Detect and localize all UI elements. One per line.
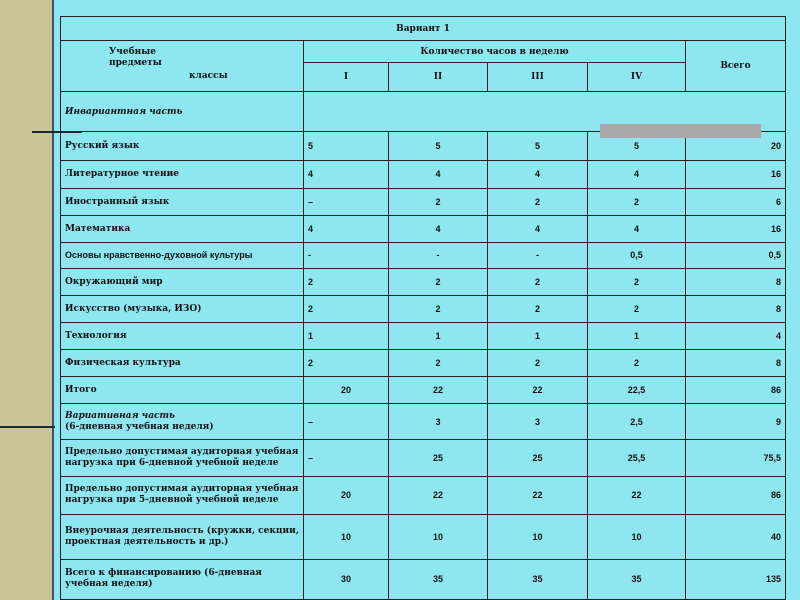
subject-name xyxy=(61,514,304,559)
subject-name: Технология xyxy=(61,322,304,349)
header-total: Всего xyxy=(686,41,786,92)
subject-name: Иностранный язык xyxy=(61,188,304,215)
grade-4-hours: 4 xyxy=(588,161,686,188)
grade-2-hours: 35 xyxy=(389,559,488,599)
grade-4-hours: 2 xyxy=(588,268,686,295)
subject-name-line2: нагрузка при 6-дневной учебной неделе xyxy=(65,458,279,469)
grade-2-hours: 4 xyxy=(389,215,488,242)
total-hours: 40 xyxy=(686,514,786,559)
header-subjects-line2: предметы xyxy=(109,58,162,69)
subject-name-line1: Вариативная часть xyxy=(65,410,175,421)
grade-3-hours: 25 xyxy=(488,440,588,477)
table-row xyxy=(61,188,786,215)
subject-name: Русский язык xyxy=(61,132,304,161)
total-hours: 86 xyxy=(686,377,786,404)
left-decor-edge xyxy=(52,0,54,600)
grade-1-hours: 10 xyxy=(304,514,389,559)
total-hours: 16 xyxy=(686,161,786,188)
grade-2-hours: 3 xyxy=(389,404,488,440)
grade-1-hours: 2 xyxy=(304,268,389,295)
table-row xyxy=(61,215,786,242)
gray-highlight-bar xyxy=(600,124,761,138)
total-hours: 4 xyxy=(686,322,786,349)
grade-3-hours: 3 xyxy=(488,404,588,440)
grade-4-hours: 1 xyxy=(588,322,686,349)
grade-3-hours: - xyxy=(488,242,588,268)
subject-name: Итого xyxy=(61,377,304,404)
total-hours: 135 xyxy=(686,559,786,599)
subject-name-line1: Предельно допустимая аудиторная учебная xyxy=(65,447,299,458)
table-row xyxy=(61,440,786,477)
grade-3-hours: 4 xyxy=(488,161,588,188)
grade-2-hours: 2 xyxy=(389,295,488,322)
grade-3-hours: 1 xyxy=(488,322,588,349)
table-row xyxy=(61,242,786,268)
grade-3-hours: 2 xyxy=(488,188,588,215)
header-grade-4: IV xyxy=(588,63,686,92)
total-hours: 16 xyxy=(686,215,786,242)
grade-2-hours: - xyxy=(389,242,488,268)
total-hours: 20 xyxy=(686,132,786,161)
subject-name xyxy=(61,440,304,477)
grade-4-hours: 25,5 xyxy=(588,440,686,477)
left-decor-panel xyxy=(0,0,52,600)
grade-1-hours: 2 xyxy=(304,295,389,322)
grade-4-hours: 5 xyxy=(588,132,686,161)
table-row xyxy=(61,161,786,188)
table-row xyxy=(61,377,786,404)
subject-name-line1: Всего к финансированию (6-дневная xyxy=(65,568,262,579)
grade-2-hours: 22 xyxy=(389,377,488,404)
header-grade-3: III xyxy=(488,63,588,92)
grade-2-hours: 2 xyxy=(389,350,488,377)
grade-4-hours: 22 xyxy=(588,477,686,514)
grade-2-hours: 25 xyxy=(389,440,488,477)
header-classes: классы xyxy=(189,71,228,82)
grade-3-hours: 4 xyxy=(488,215,588,242)
grade-3-hours: 2 xyxy=(488,350,588,377)
total-hours: 9 xyxy=(686,404,786,440)
subject-name: Математика xyxy=(61,215,304,242)
table-row xyxy=(61,477,786,514)
grade-1-hours: 30 xyxy=(304,559,389,599)
grade-4-hours: 10 xyxy=(588,514,686,559)
grade-1-hours: 2 xyxy=(304,350,389,377)
grade-1-hours: 1 xyxy=(304,322,389,349)
table-row xyxy=(61,350,786,377)
subject-name: Физическая культура xyxy=(61,350,304,377)
grade-2-hours: 2 xyxy=(389,188,488,215)
table-row xyxy=(61,322,786,349)
grade-3-hours: 22 xyxy=(488,477,588,514)
grade-4-hours: 22,5 xyxy=(588,377,686,404)
table-row xyxy=(61,514,786,559)
grade-4-hours: 4 xyxy=(588,215,686,242)
grade-3-hours: 35 xyxy=(488,559,588,599)
total-hours: 8 xyxy=(686,350,786,377)
grade-1-hours: – xyxy=(304,188,389,215)
grade-4-hours: 2 xyxy=(588,188,686,215)
total-hours: 8 xyxy=(686,295,786,322)
grade-2-hours: 4 xyxy=(389,161,488,188)
subject-name xyxy=(61,559,304,599)
decor-line-bottom xyxy=(0,426,55,428)
grade-4-hours: 2 xyxy=(588,295,686,322)
grade-3-hours: 2 xyxy=(488,295,588,322)
invariant-part-label: Инвариантная часть xyxy=(61,92,304,132)
grade-1-hours: - xyxy=(304,242,389,268)
grade-1-hours: 20 xyxy=(304,377,389,404)
subject-name-line2: проектная деятельность и др.) xyxy=(65,536,229,547)
grade-2-hours: 5 xyxy=(389,132,488,161)
grade-3-hours: 2 xyxy=(488,268,588,295)
grade-1-hours: 4 xyxy=(304,161,389,188)
total-hours: 6 xyxy=(686,188,786,215)
grade-4-hours: 2,5 xyxy=(588,404,686,440)
grade-1-hours: – xyxy=(304,404,389,440)
subject-name xyxy=(61,477,304,514)
grade-2-hours: 22 xyxy=(389,477,488,514)
table-row xyxy=(61,295,786,322)
curriculum-table xyxy=(60,16,786,600)
grade-1-hours: 5 xyxy=(304,132,389,161)
header-subjects-classes xyxy=(61,41,304,92)
subject-name: Основы нравственно-духовной культуры xyxy=(61,242,304,268)
subject-name-line2: (6-дневная учебная неделя) xyxy=(65,421,214,432)
grade-4-hours: 0,5 xyxy=(588,242,686,268)
total-hours: 8 xyxy=(686,268,786,295)
table-row xyxy=(61,268,786,295)
subject-name-line1: Внеурочная деятельность (кружки, секции, xyxy=(65,525,299,536)
subject-name-line1: Предельно допустимая аудиторная учебная xyxy=(65,484,299,495)
subject-name: Окружающий мир xyxy=(61,268,304,295)
header-subjects-line1: Учебные xyxy=(109,47,156,58)
grade-3-hours: 22 xyxy=(488,377,588,404)
subject-name: Литературное чтение xyxy=(61,161,304,188)
grade-3-hours: 10 xyxy=(488,514,588,559)
variant-title: Вариант 1 xyxy=(61,17,786,41)
grade-2-hours: 2 xyxy=(389,268,488,295)
grade-1-hours: 4 xyxy=(304,215,389,242)
subject-name: Искусство (музыка, ИЗО) xyxy=(61,295,304,322)
total-hours: 75,5 xyxy=(686,440,786,477)
grade-2-hours: 1 xyxy=(389,322,488,349)
table-row xyxy=(61,404,786,440)
header-hours-per-week: Количество часов в неделю xyxy=(304,41,686,63)
grade-1-hours: – xyxy=(304,440,389,477)
grade-1-hours: 20 xyxy=(304,477,389,514)
table-row xyxy=(61,559,786,599)
total-hours: 86 xyxy=(686,477,786,514)
subject-name xyxy=(61,404,304,440)
grade-4-hours: 35 xyxy=(588,559,686,599)
header-grade-1: I xyxy=(304,63,389,92)
grade-4-hours: 2 xyxy=(588,350,686,377)
grade-3-hours: 5 xyxy=(488,132,588,161)
header-grade-2: II xyxy=(389,63,488,92)
subject-name-line2: учебная неделя) xyxy=(65,579,153,590)
grade-2-hours: 10 xyxy=(389,514,488,559)
subject-name-line2: нагрузка при 5-дневной учебной неделе xyxy=(65,495,279,506)
total-hours: 0,5 xyxy=(686,242,786,268)
